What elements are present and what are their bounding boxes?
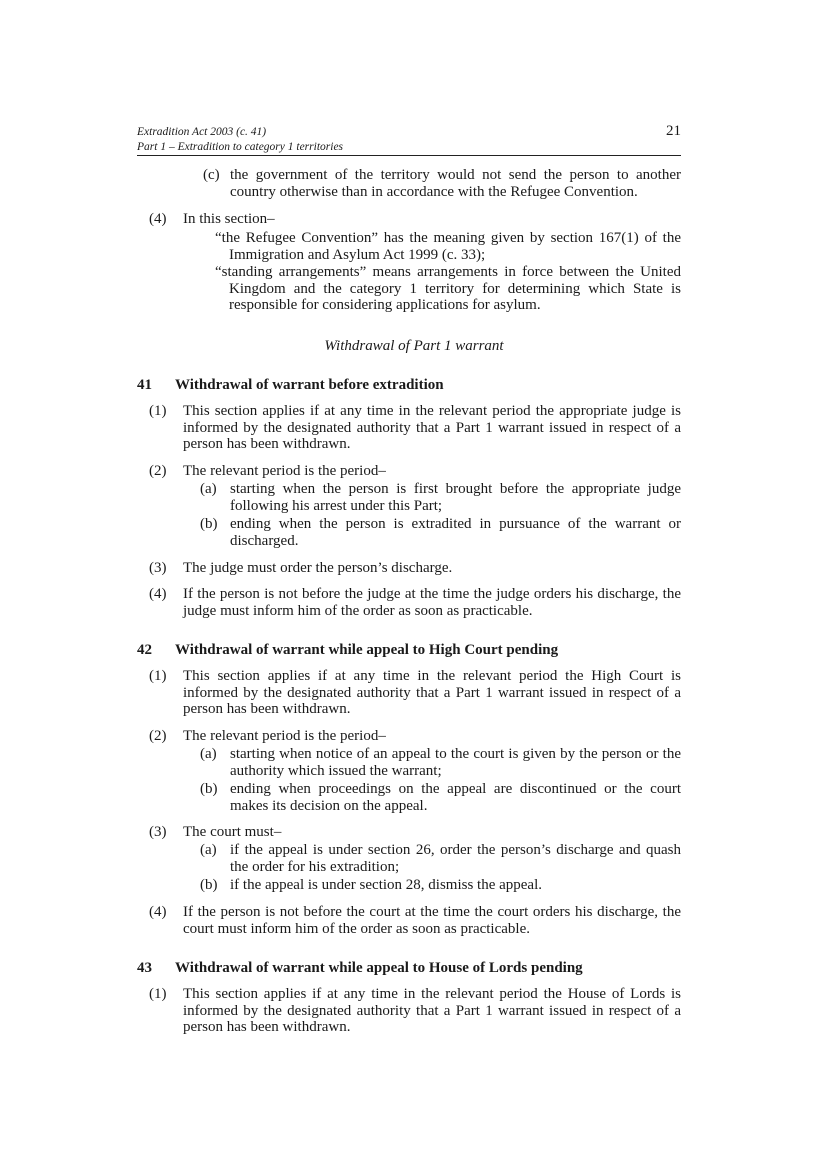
part-title: Part 1 – Extradition to category 1 territories xyxy=(137,141,344,153)
s42-p3a-label: (a) xyxy=(200,842,217,858)
s41-p2b-text: ending when the person is extradited in pursuance of the warrant or discharged. xyxy=(230,516,681,549)
section-43-title: Withdrawal of warrant while appeal to House of Lords pending xyxy=(175,960,583,976)
s42-p3b-label: (b) xyxy=(200,877,218,893)
s42-p3a-text: if the appeal is under section 26, order the person’s discharge and quash the order for his extradition; xyxy=(230,842,681,875)
s43-p1-label: (1) xyxy=(149,986,167,1002)
s42-p4-label: (4) xyxy=(149,904,167,920)
item-c-text: the government of the territory would not send the person to another country otherwise than in accordance with the Refugee Convention. xyxy=(230,167,681,200)
s42-p4-text: If the person is not before the court at the time the court orders his discharge, the court must inform him of the order as soon as practicable. xyxy=(183,904,681,937)
section-43-number: 43 xyxy=(137,960,152,976)
s41-p2-text: The relevant period is the period– xyxy=(183,463,386,479)
s41-p2-label: (2) xyxy=(149,463,167,479)
definition-standing-arrangements: “standing arrangements” means arrangements in force between the United Kingdom and the category 1 territory for determining which State is responsible for considering applications for asylum. xyxy=(215,264,681,313)
sub4-label: (4) xyxy=(149,211,167,227)
act-title: Extradition Act 2003 (c. 41) xyxy=(137,126,267,138)
s42-p2b-text: ending when proceedings on the appeal are discontinued or the court makes its decision on the appeal. xyxy=(230,781,681,814)
s41-p2a-label: (a) xyxy=(200,481,217,497)
item-c-label: (c) xyxy=(203,167,220,183)
header-rule xyxy=(137,155,681,156)
s42-p2-label: (2) xyxy=(149,728,167,744)
s42-p1-text: This section applies if at any time in the relevant period the High Court is informed by the designated authority that a Part 1 warrant issued in respect of a person has been withdrawn. xyxy=(183,668,681,717)
section-42-title: Withdrawal of warrant while appeal to High Court pending xyxy=(175,642,559,658)
s41-p2b-label: (b) xyxy=(200,516,218,532)
s42-p3-text: The court must– xyxy=(183,824,282,840)
page-number: 21 xyxy=(666,123,681,139)
s41-p3-label: (3) xyxy=(149,560,167,576)
section-42-number: 42 xyxy=(137,642,152,658)
s41-p1-text: This section applies if at any time in the relevant period the appropriate judge is informed by the designated authority that a Part 1 warrant issued in respect of a person has been withdrawn. xyxy=(183,403,681,452)
s42-p2a-text: starting when notice of an appeal to the court is given by the person or the authority which issued the warrant; xyxy=(230,746,681,779)
s42-p3-label: (3) xyxy=(149,824,167,840)
definition-refugee-convention: “the Refugee Convention” has the meaning given by section 167(1) of the Immigration and Asylum Act 1999 (c. 33); xyxy=(215,230,681,263)
s42-p2b-label: (b) xyxy=(200,781,218,797)
s42-p1-label: (1) xyxy=(149,668,167,684)
s43-p1-text: This section applies if at any time in the relevant period the House of Lords is informed by the designated authority that a Part 1 warrant issued in respect of a person has been withdrawn. xyxy=(183,986,681,1035)
sub4-text: In this section– xyxy=(183,211,275,227)
s41-p1-label: (1) xyxy=(149,403,167,419)
s42-p2-text: The relevant period is the period– xyxy=(183,728,386,744)
s41-p2a-text: starting when the person is first brought before the appropriate judge following his arrest under this Part; xyxy=(230,481,681,514)
crossheading: Withdrawal of Part 1 warrant xyxy=(324,338,504,354)
section-41-title: Withdrawal of warrant before extradition xyxy=(175,377,444,393)
s41-p4-label: (4) xyxy=(149,586,167,602)
s41-p3-text: The judge must order the person’s discharge. xyxy=(183,560,453,576)
s42-p2a-label: (a) xyxy=(200,746,217,762)
section-41-number: 41 xyxy=(137,377,152,393)
s42-p3b-text: if the appeal is under section 28, dismiss the appeal. xyxy=(230,877,543,893)
s41-p4-text: If the person is not before the judge at the time the judge orders his discharge, the judge must inform him of the order as soon as practicable. xyxy=(183,586,681,619)
running-header xyxy=(137,125,343,155)
